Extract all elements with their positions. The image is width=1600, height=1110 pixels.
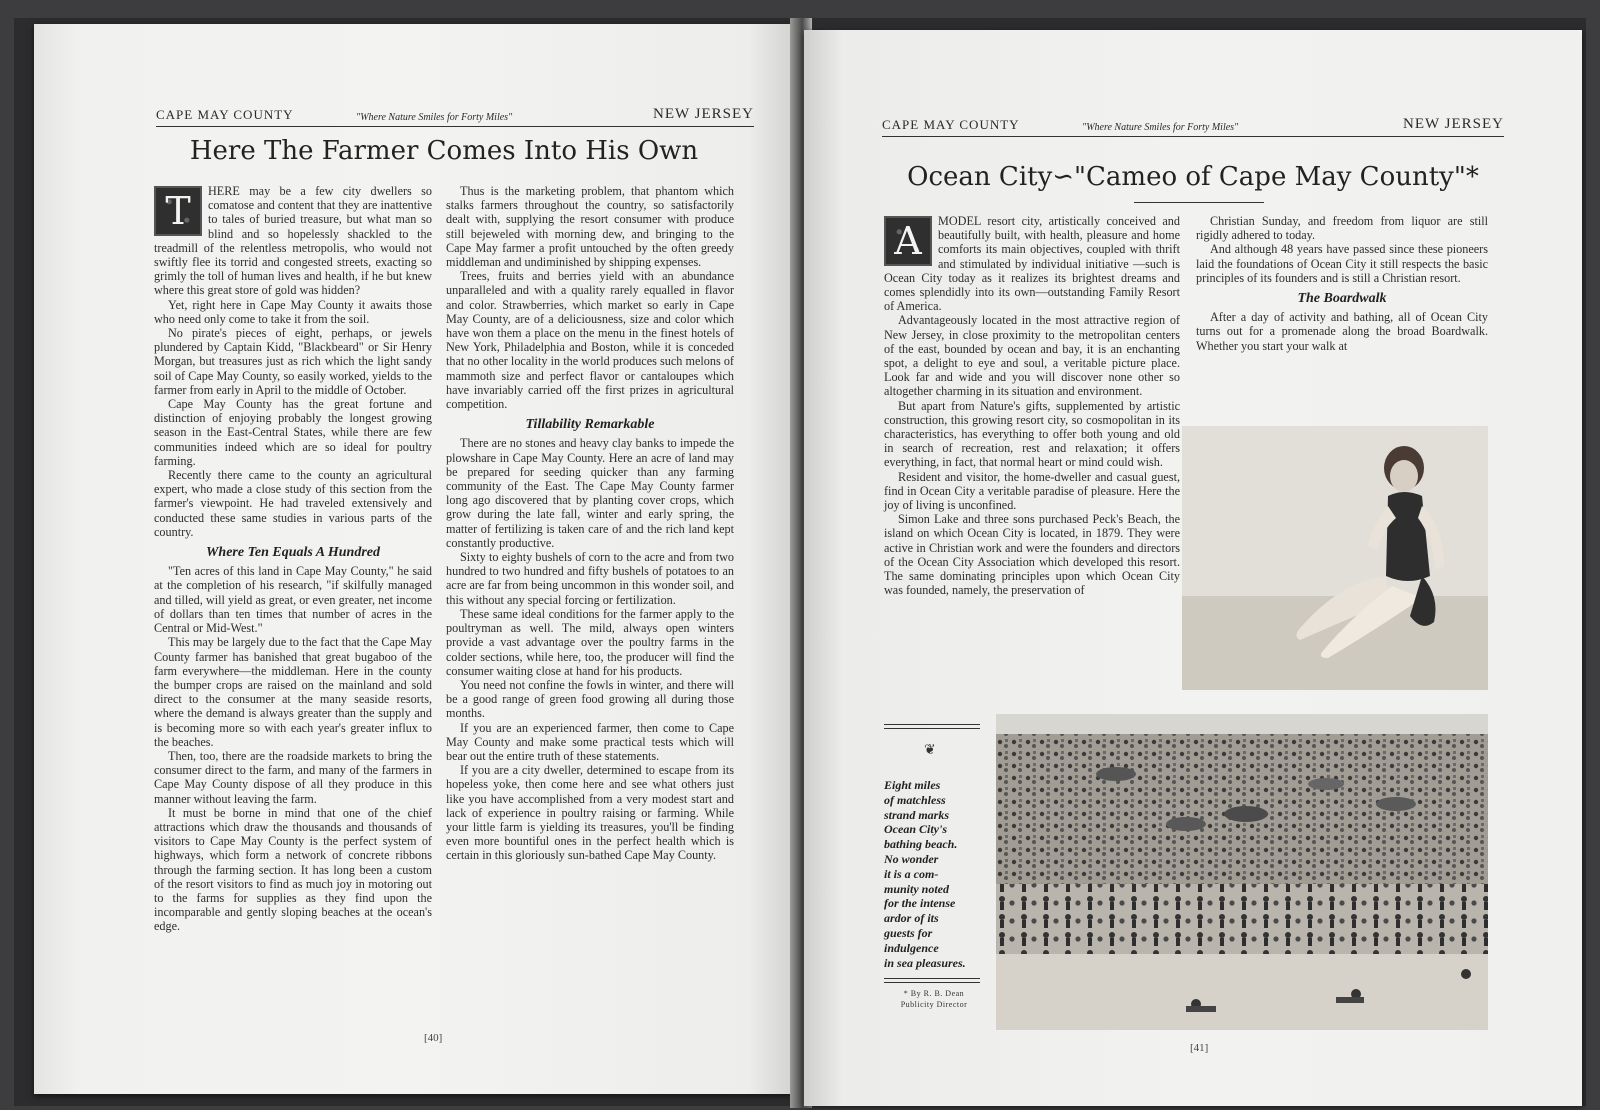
bather-photo — [1182, 426, 1488, 690]
right-column-1 — [884, 214, 1180, 597]
paragraph: "Ten acres of this land in Cape May County," he said at the completion of his research, "if skilfully managed and tilled, will yield as great, or even greater, net income of dollars than ten times that number of acres in the Central or Mid-West." — [154, 564, 432, 636]
right-page — [804, 30, 1582, 1106]
credit-title: Publicity Director — [900, 1000, 968, 1009]
caption-rule — [884, 724, 980, 729]
paragraph: After a day of activity and bathing, all of Ocean City turns out for a promenade along the broad Boardwalk. Whether you start your walk at — [1196, 310, 1488, 353]
caption-line: indulgence — [884, 940, 939, 955]
paragraph: No pirate's pieces of eight, perhaps, or jewels plundered by Captain Kidd, "Blackbeard" or Sir Henry Morgan, but treasures just as rich which the light sandy soil of Cape May County, so easily worked, yields to the farmer from early in April to the middle of October. — [154, 326, 432, 397]
paragraph: MODEL resort city, artistically conceived and beautifully built, with health, pleasure and home comforts its main objectives, coupled with thrift and stimulated by individual initiative —such is Ocean City today as it realizes its brightest dreams and comes splendidly into its own—outstanding Family Resort of America. — [884, 214, 1180, 314]
author-credit — [884, 988, 984, 1010]
credit-author: * By R. B. Dean — [903, 989, 965, 998]
magazine-spread — [14, 18, 1586, 1106]
right-column-2 — [1196, 214, 1488, 353]
paragraph: There are no stones and heavy clay banks to impede the plowshare in Cape May County. Here an acre of land may be prepared for seeding quicker than any farming community of the East. The Cape May County farmer long ago discovered that by planting cover crops, which grow during the late fall, winter and early spring, the matter of fertilizing is taken care of and the rich land kept constantly productive. — [446, 436, 734, 550]
paragraph: If you are a city dweller, determined to escape from its hopeless yoke, then come here and see what others just like you have accomplished from a very modest start and lack of experience in poultry raising or farming. While your little farm is yielding its treasures, you'll be finding even more bountiful ones in the perfect health which is certain in this gloriously sun-bathed Cape May County. — [446, 763, 734, 863]
caption-line: of matchless — [884, 792, 946, 807]
caption-rule — [884, 978, 980, 983]
paragraph: Advantageously located in the most attractive region of New Jersey, in close proximity to the metropolitan centers of the east, bounded by ocean and bay, it is an enchanting spot, a delight to eye and soul, a veritable picture place. Look far and wide and you will discover none other so altogether charming in its situation and environment. — [884, 313, 1180, 399]
caption-line: Eight miles — [884, 778, 941, 792]
caption-line: Ocean City's — [884, 822, 947, 837]
running-head-left — [156, 100, 754, 127]
article-title-farmer: Here The Farmer Comes Into His Own — [189, 136, 699, 166]
paragraph: And although 48 years have passed since these pioneers laid the foundations of Ocean City it still respects the basic principles of its founders and is still a Christian resort. — [1196, 242, 1488, 285]
paragraph: Simon Lake and three sons purchased Peck's Beach, the island on which Ocean City is located, in 1879. They were active in Christian work and were the founders and directors of the Ocean City Association which developed this resort. The same dominating principles upon which Ocean City was founded, namely, the preservation of — [884, 512, 1180, 598]
paragraph: Thus is the marketing problem, that phantom which stalks farmers throughout the country, so satisfactorily dealt with, supplying the resort consumer with produce still bejeweled with morning dew, and bringing to the Cape May farmer a profit untouched by the often greedy middleman and undiminished by shipping expenses. — [446, 184, 734, 270]
title-rule — [1134, 202, 1264, 203]
running-head-state: NEW JERSEY — [653, 106, 754, 122]
caption-line: bathing beach. — [884, 837, 958, 852]
subhead-boardwalk: The Boardwalk — [1297, 291, 1387, 307]
paragraph: Recently there came to the county an agricultural expert, who made a close study of this section from the farmer's viewpoint. He had traveled extensively and conducted these same studies in various parts of the country. — [154, 468, 432, 539]
paragraph: If you are an experienced farmer, then come to Cape May County and make some practical tests which will bear out the entire truth of these statements. — [446, 720, 734, 763]
subhead-ten-equals-hundred: Where Ten Equals A Hundred — [205, 545, 380, 561]
paragraph: Christian Sunday, and freedom from liquor are still rigidly adhered to today. — [1196, 214, 1488, 243]
caption-line: strand marks — [884, 807, 950, 822]
paragraph: But apart from Nature's gifts, supplemented by artistic construction, this growing resort city, so cosmopolitan in its characteristics, has everything to offer both young and old in search of recreation, rest and relaxation; it offers everything, in fact, that normal heart or mind could wish. — [884, 398, 1180, 470]
beach-crowd-illustration — [996, 714, 1488, 1030]
paragraph: Trees, fruits and berries yield with an abundance unparalleled and with a quality rarely equalled in flavor and color. Strawberries, which market so early in Cape May County, are of a deliciousness, size and color which have won them a place on the menu in the finest hotels of New York, Philadelphia and Boston, while it is conceded that no other locality in the world produces such melons of mammoth size and perfect flavor or cantaloupes which have invariably carried off the first prizes in agricultural competition. — [446, 269, 734, 412]
dropcap-t: T — [154, 186, 202, 236]
paragraph: Yet, right here in Cape May County it awaits those who need only come to take it from the soil. — [154, 297, 432, 326]
paragraph: HERE may be a few city dwellers so comatose and content that they are inattentive to tales of buried treasure, but what man so blind and so hopelessly shackled to the treadmill of the relentless metropolis, who would not swiftly flee its torrid and congested streets, exacting so grimly the toll of human lives and health, if he but knew where this great store of gold was hidden? — [154, 184, 432, 298]
paragraph: Cape May County has the great fortune and distinction of enjoying probably the longest growing season in the East-Central States, while there are few communities indeed which are so ideal for poultry farming. — [154, 397, 432, 468]
photo-caption — [884, 778, 994, 970]
left-column-2 — [446, 184, 734, 863]
caption-line: ardor of its — [884, 911, 939, 926]
paragraph: These same ideal conditions for the farmer apply to the poultryman as well. The mild, always open winters provide a vast advantage over the poultry farms in the colder sections, while here, too, the producer will find the consumer waiting close at hand for his products. — [446, 606, 734, 678]
running-head-motto: "Where Nature Smiles for Forty Miles" — [356, 112, 513, 123]
caption-line: No wonder — [884, 851, 939, 866]
caption-line: for the intense — [884, 896, 956, 911]
bather-figure-illustration — [1182, 426, 1488, 690]
article-title-ocean-city: Ocean City∽"Cameo of Cape May County"* — [907, 162, 1479, 192]
page-number-left: [40] — [424, 1032, 443, 1044]
caption-line: munity noted — [884, 881, 950, 896]
running-head-motto: "Where Nature Smiles for Forty Miles" — [1082, 122, 1239, 133]
paragraph: You need not confine the fowls in winter, and there will be a good range of green food growing all during those months. — [446, 677, 734, 721]
running-head-county: CAPE MAY COUNTY — [156, 107, 294, 122]
running-head-right — [882, 110, 1504, 137]
paragraph: This may be largely due to the fact that the Cape May County farmer has banished that great bugaboo of the farm everywhere—the middleman. Here in the county the bumper crops are raised on the mainland and sold direct to the consumer at the many seaside resorts, where the demand is always greater than the supply and is becoming more so with each year's greater influx to the beaches. — [154, 635, 432, 749]
paragraph: Resident and visitor, the home-dweller and casual guest, find in Ocean City a veritable paradise of pleasure. Here the joy of living is unconfined. — [884, 469, 1180, 513]
left-page — [34, 24, 794, 1094]
dropcap-a: A — [884, 216, 932, 266]
paragraph: It must be borne in mind that one of the chief attractions which draw the thousands and thousands of visitors to Cape May County is the perfect system of highways, which form a network of concrete ribbons through the farming section. It has long been a custom of the resort visitors to find as much joy in motoring out to the farms for supplies as they find upon the incomparable and gently sloping beaches at the ocean's edge. — [154, 805, 432, 934]
paragraph: Then, too, there are the roadside markets to bring the consumer direct to the farm, and many of the farmers in Cape May County dispose of all they produce in this manner without leaving the farm. — [154, 748, 432, 806]
page-number-right: [41] — [1190, 1042, 1209, 1054]
caption-line: guests for — [884, 925, 933, 940]
caption-ornament-icon: ❦ — [924, 743, 936, 758]
caption-line: it is a com- — [884, 866, 939, 881]
beach-crowd-photo — [996, 714, 1488, 1030]
left-column-1 — [154, 184, 432, 934]
subhead-tillability: Tillability Remarkable — [525, 417, 655, 433]
caption-line: in sea pleasures. — [884, 955, 966, 970]
running-head-state: NEW JERSEY — [1403, 116, 1504, 132]
running-head-county: CAPE MAY COUNTY — [882, 117, 1020, 132]
paragraph: Sixty to eighty bushels of corn to the acre and from two hundred to two hundred and fifty bushels of potatoes to an acre are far from being uncommon in this wonder soil, and this without any special forcing or fertilization. — [446, 550, 734, 607]
